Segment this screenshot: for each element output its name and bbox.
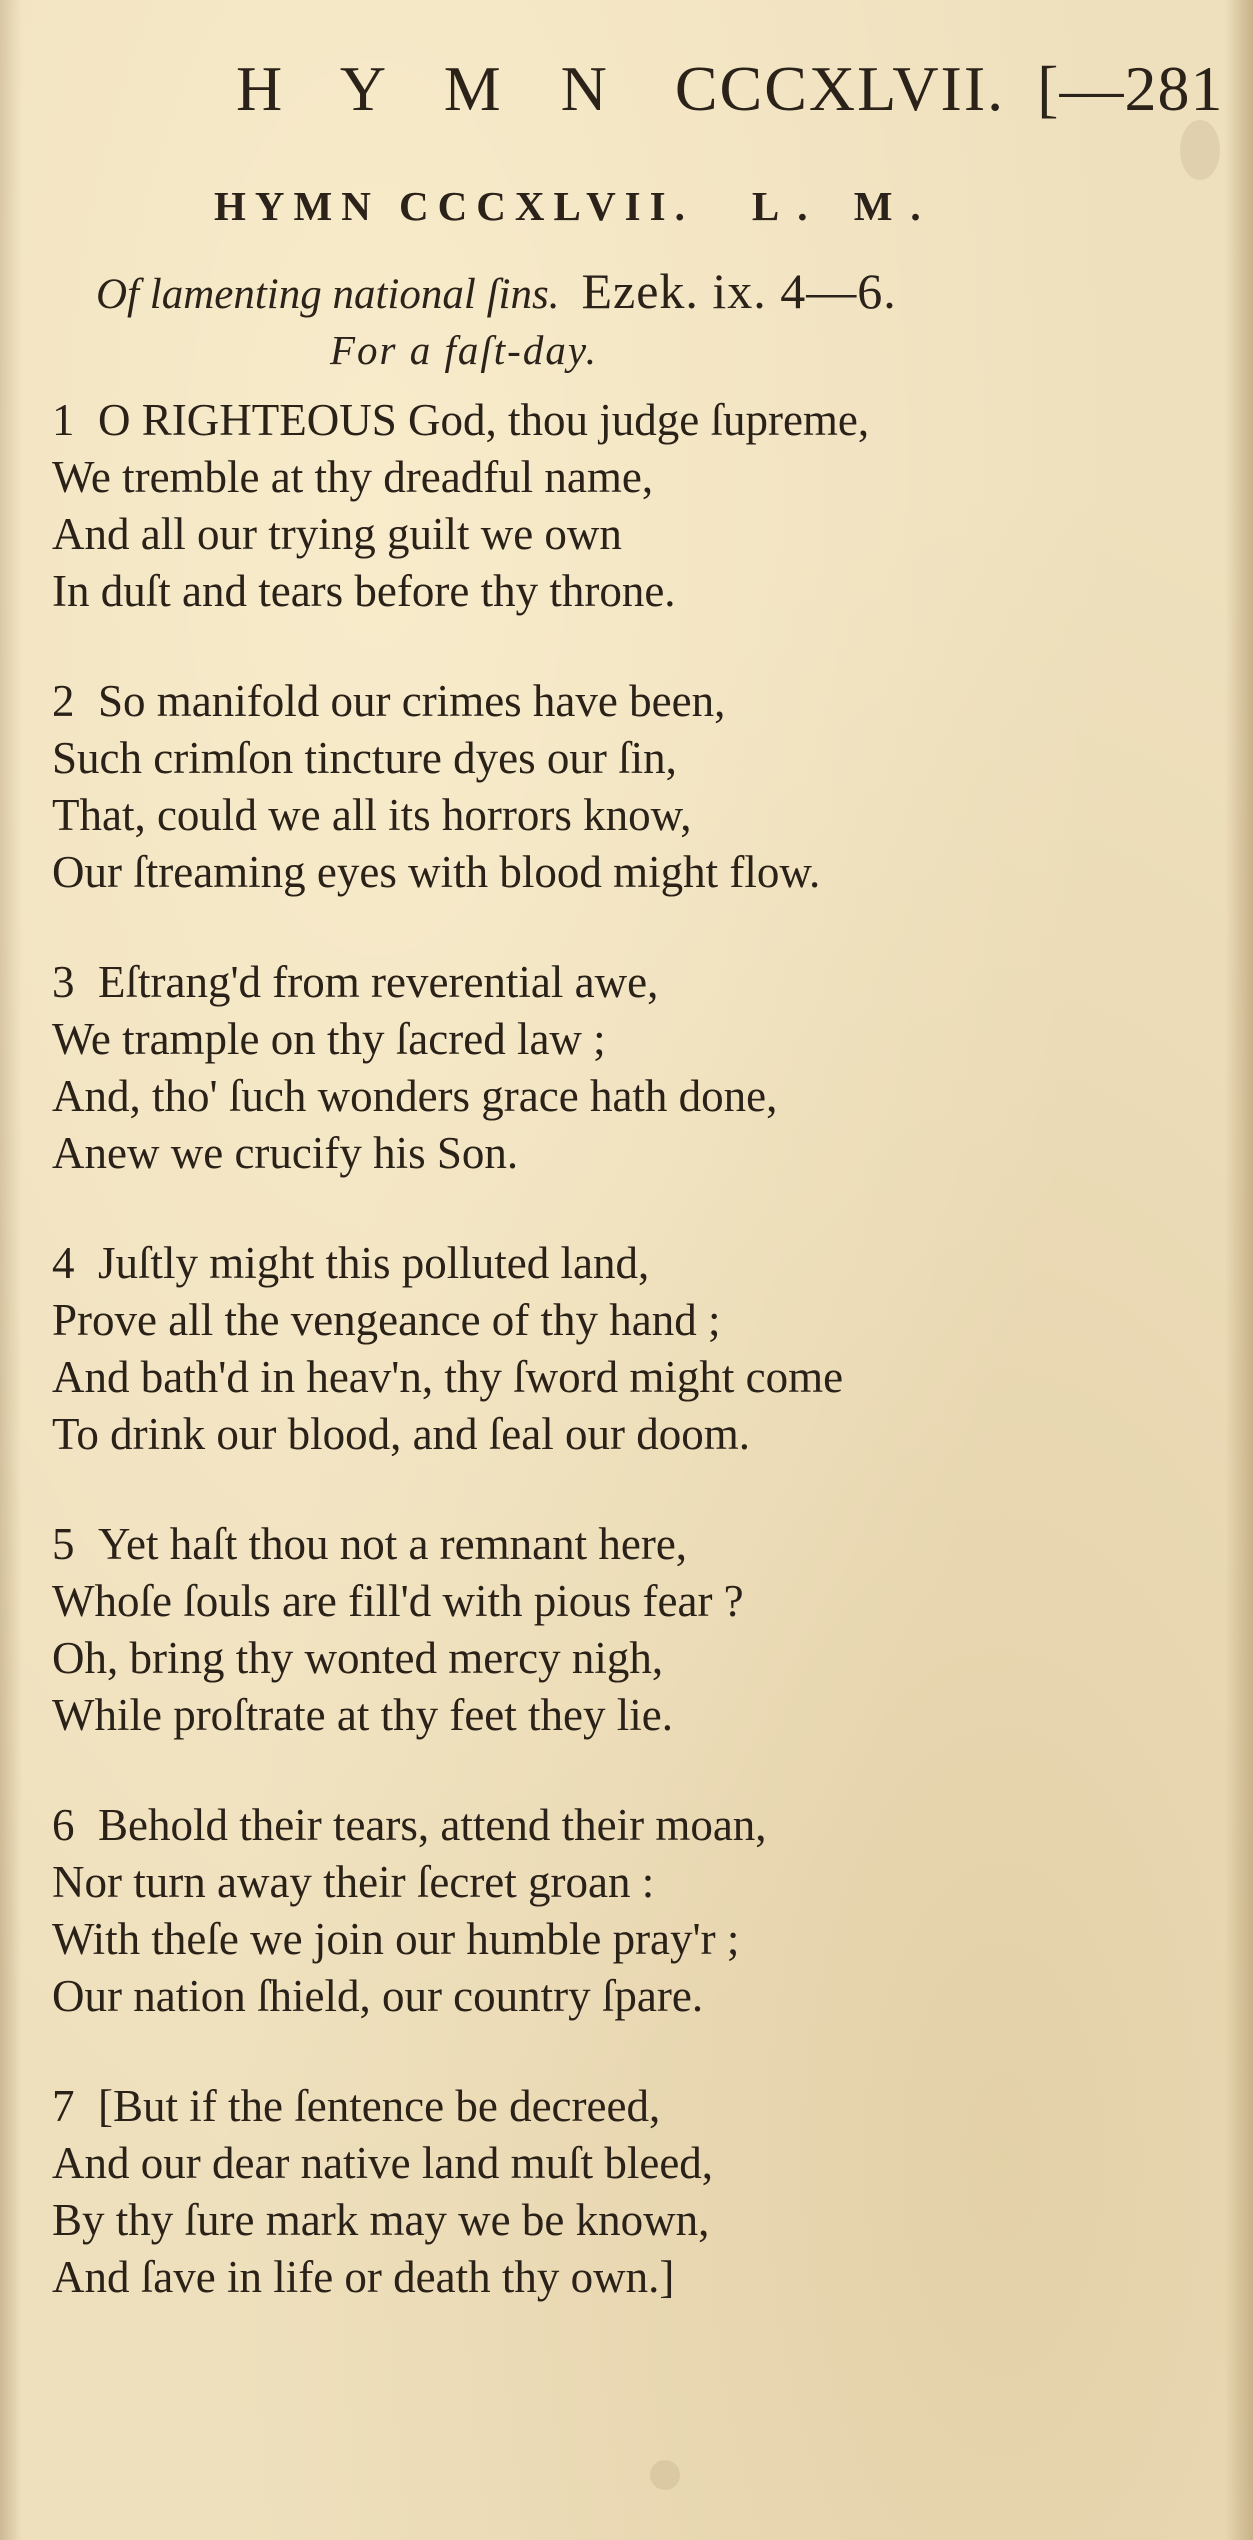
verse-line-text: Juſtly might this polluted land, — [98, 1238, 650, 1288]
verse-line — [52, 954, 1202, 1011]
verse-line: Our ſtreaming eyes with blood might flow. — [52, 847, 821, 897]
verse-line: With theſe we join our humble pray'r ; — [52, 1914, 740, 1964]
verse-line-text: O RIGHTEOUS God, thou judge ſupreme, — [98, 395, 870, 445]
verse-line — [52, 673, 1202, 730]
hymn-occasion: For a faſt-day. — [330, 327, 599, 373]
verse-line: To drink our blood, and ſeal our doom. — [52, 1409, 750, 1459]
verse-2 — [52, 673, 1202, 901]
verse-6 — [52, 1797, 1202, 2025]
verse-line — [52, 2078, 1202, 2135]
running-head-hymn-number: CCCXLVII. — [674, 53, 1006, 124]
verse-number: 7 — [52, 2081, 75, 2131]
verse-line: And bath'd in heav'n, thy ſword might come — [52, 1352, 844, 1402]
verse-4 — [52, 1235, 1202, 1463]
verse-line-text: [But if the ſentence be decreed, — [98, 2081, 661, 2131]
verse-line-text: So manifold our crimes have been, — [98, 676, 726, 726]
page-number: [—281 — [1037, 53, 1224, 124]
scripture-reference: Ezek. ix. 4—6. — [581, 263, 897, 319]
verse-line: Such crimſon tincture dyes our ſin, — [52, 733, 677, 783]
verse-5 — [52, 1516, 1202, 1744]
verse-line: And ſave in life or death thy own.] — [52, 2252, 675, 2302]
hymn-topic: Of lamenting national ſins. — [96, 271, 560, 318]
verse-number: 6 — [52, 1800, 75, 1850]
verse-line: While proſtrate at thy feet they lie. — [52, 1690, 673, 1740]
verse-line: By thy ſure mark may we be known, — [52, 2195, 710, 2245]
verse-line: Oh, bring thy wonted mercy nigh, — [52, 1633, 664, 1683]
hymn-meter: L. M. — [751, 183, 939, 229]
hymn-label: HYMN CCCXLVII. — [214, 183, 694, 229]
verse-number: 5 — [52, 1519, 75, 1569]
verse-line — [52, 1797, 1202, 1854]
hymn-subtitle — [96, 262, 897, 320]
verse-line-text: Yet haſt thou not a remnant here, — [98, 1519, 688, 1569]
verse-line — [52, 392, 1202, 449]
verse-number: 3 — [52, 957, 75, 1007]
running-head — [236, 52, 1224, 126]
hymn-verses — [52, 392, 1202, 2359]
verse-line — [52, 1516, 1202, 1573]
verse-line: Our nation ſhield, our country ſpare. — [52, 1971, 704, 2021]
verse-number: 1 — [52, 395, 75, 445]
verse-1 — [52, 392, 1202, 620]
verse-3 — [52, 954, 1202, 1182]
verse-7 — [52, 2078, 1202, 2306]
verse-line: We tremble at thy dreadful name, — [52, 452, 654, 502]
verse-line: We trample on thy ſacred law ; — [52, 1014, 606, 1064]
verse-number: 2 — [52, 676, 75, 726]
paper-stain — [650, 2460, 680, 2490]
verse-line-text: Eſtrang'd from reverential awe, — [98, 957, 659, 1007]
hymn-heading — [214, 182, 939, 230]
verse-line: And our dear native land muſt bleed, — [52, 2138, 714, 2188]
verse-line: Whoſe ſouls are fill'd with pious fear ? — [52, 1576, 744, 1626]
verse-line: And all our trying guilt we own — [52, 509, 622, 559]
verse-line — [52, 1235, 1202, 1292]
paper-stain — [1180, 120, 1220, 180]
verse-line: Prove all the vengeance of thy hand ; — [52, 1295, 721, 1345]
verse-line: Anew we crucify his Son. — [52, 1128, 519, 1178]
verse-number: 4 — [52, 1238, 75, 1288]
verse-line: That, could we all its horrors know, — [52, 790, 692, 840]
verse-line-text: Behold their tears, attend their moan, — [98, 1800, 767, 1850]
verse-line: And, tho' ſuch wonders grace hath done, — [52, 1071, 778, 1121]
verse-line: Nor turn away their ſecret groan : — [52, 1857, 655, 1907]
running-head-title: H Y M N — [236, 53, 629, 124]
verse-line: In duſt and tears before thy throne. — [52, 566, 676, 616]
